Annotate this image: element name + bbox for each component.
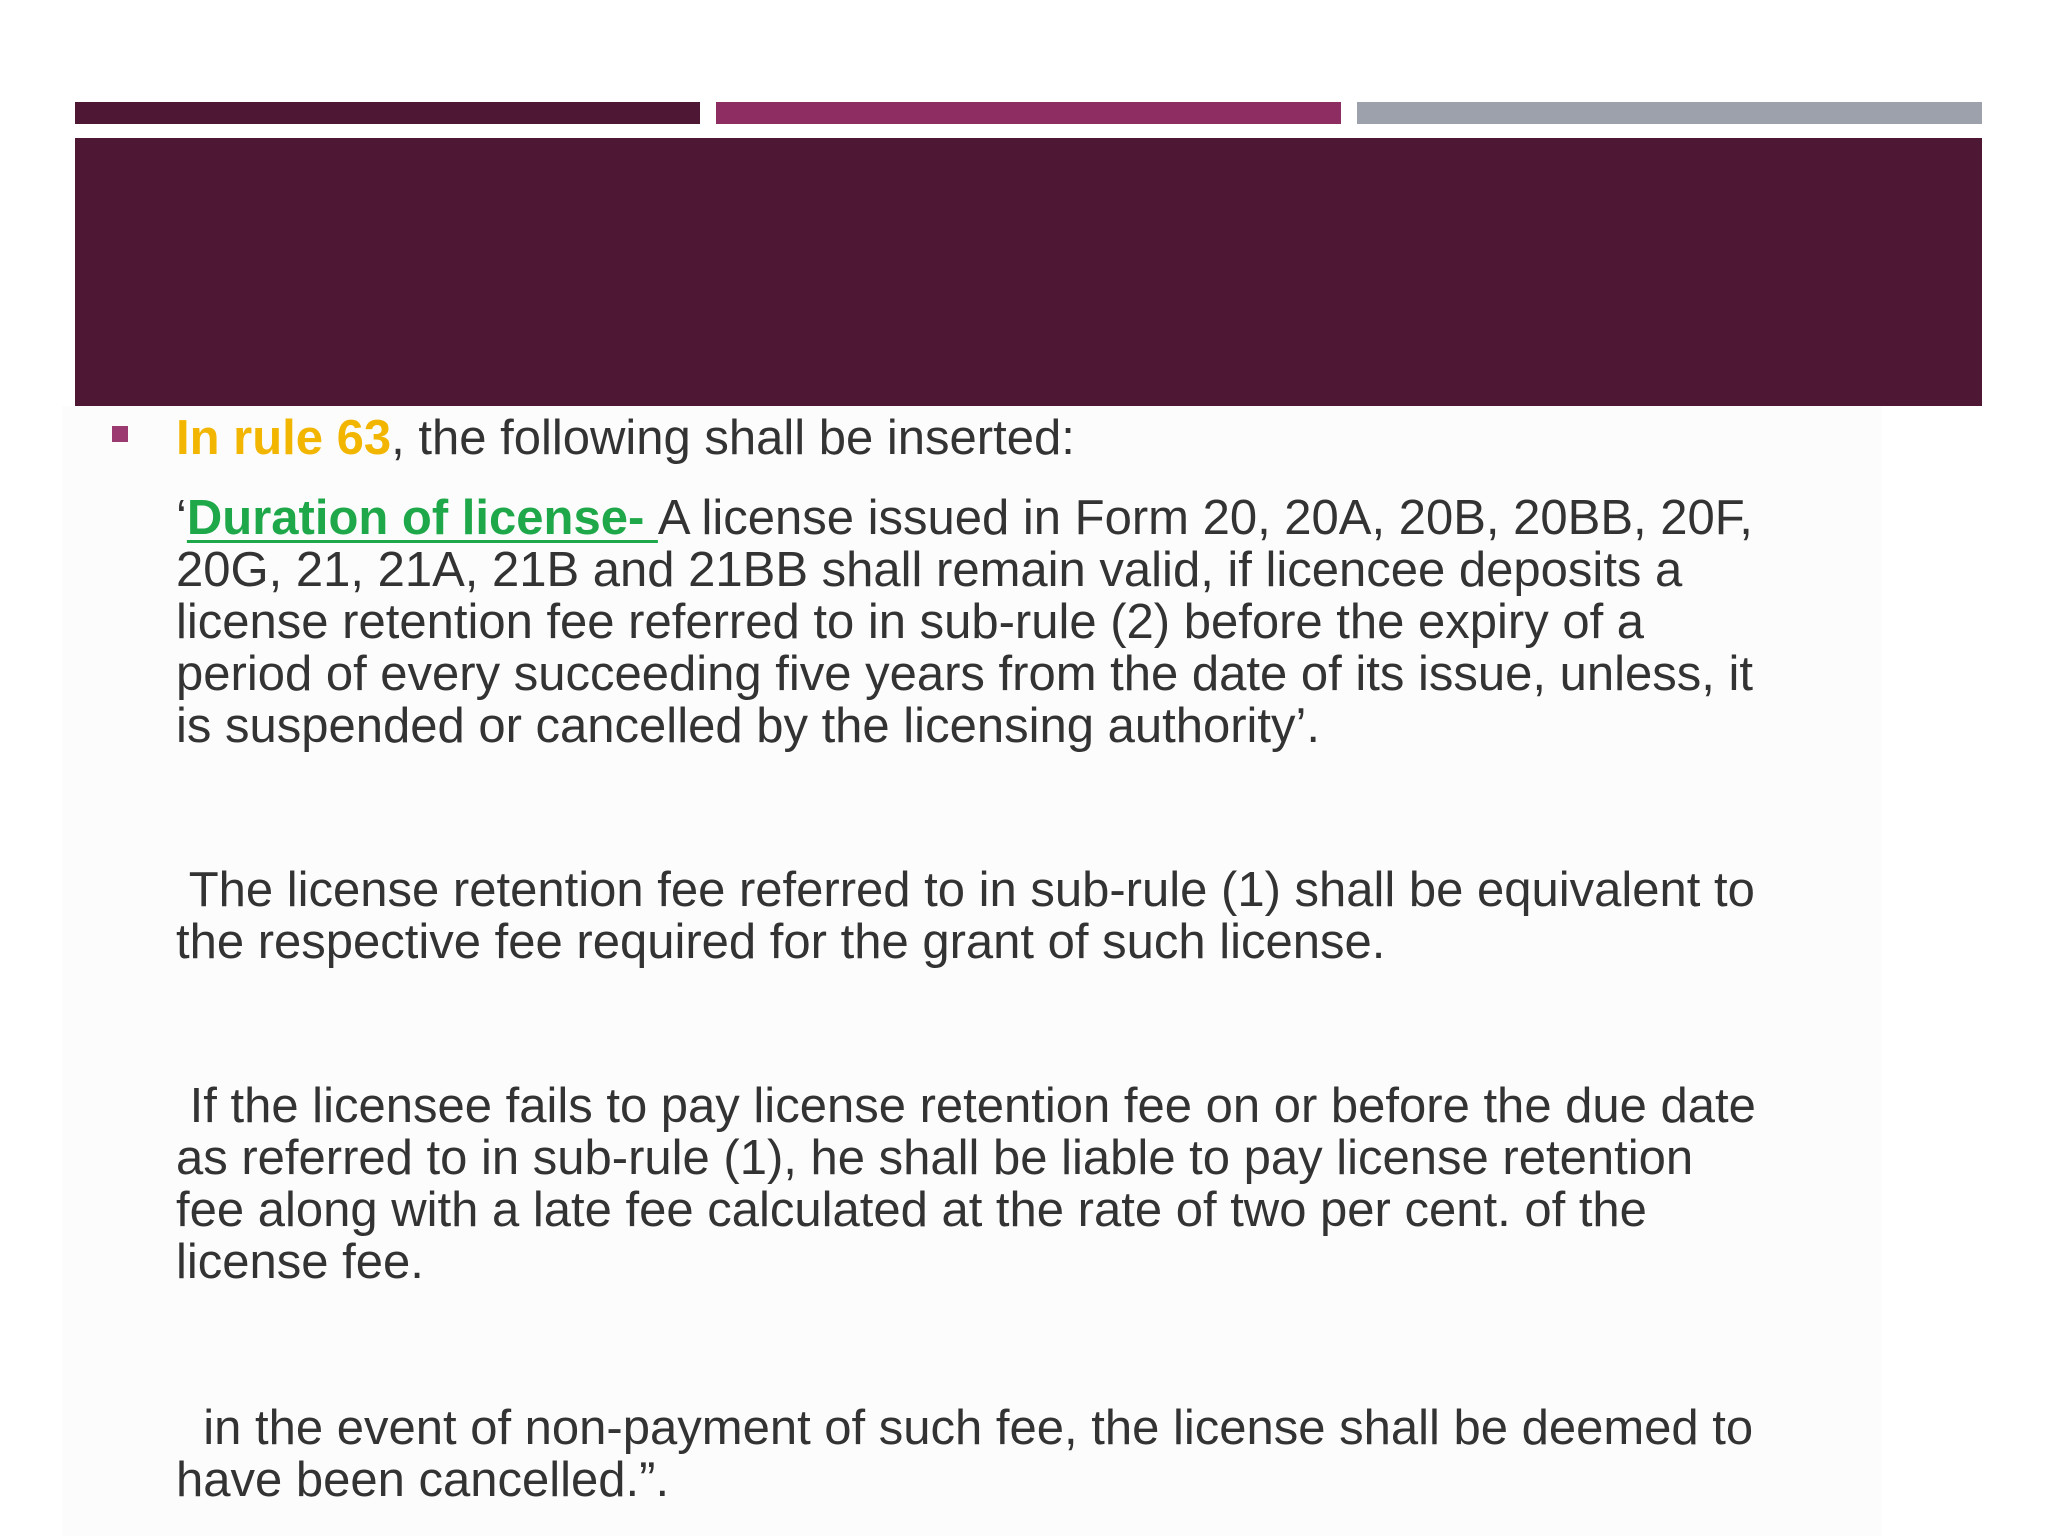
duration-line-4: period of every succeeding five years from the date of its issue, unless, it: [176, 647, 1753, 701]
retention-fee-line-1: The license retention fee referred to in sub-rule (1) shall be equivalent to: [176, 863, 1755, 917]
rule-reference: In rule 63: [176, 411, 392, 465]
cancellation-line-2: have been cancelled.”.: [176, 1453, 670, 1507]
late-fee-line-4: license fee.: [176, 1235, 424, 1289]
duration-line-1-text: A license issued in Form 20, 20A, 20B, 20BB, 20F,: [657, 491, 1753, 545]
duration-line-3: license retention fee referred to in sub-rule (2) before the expiry of a: [176, 595, 1645, 649]
duration-line-2: 20G, 21, 21A, 21B and 21BB shall remain valid, if licencee deposits a: [176, 543, 1683, 597]
cancellation-line-1: in the event of non-payment of such fee, the license shall be deemed to: [176, 1401, 1754, 1455]
late-fee-paragraph: [176, 1080, 1936, 1288]
duration-line-1: [176, 492, 1936, 544]
retention-fee-paragraph: [176, 864, 1936, 968]
duration-line-5: is suspended or cancelled by the licensing authority’.: [176, 699, 1321, 753]
cancellation-paragraph: [176, 1402, 1936, 1506]
late-fee-line-1: If the licensee fails to pay license retention fee on or before the due date: [176, 1079, 1756, 1133]
duration-paragraph: [176, 492, 1936, 752]
intro-text: , the following shall be inserted:: [391, 411, 1075, 465]
retention-fee-line-2: the respective fee required for the grant of such license.: [176, 915, 1386, 969]
late-fee-line-2: as referred to in sub-rule (1), he shall be liable to pay license retention: [176, 1131, 1694, 1185]
open-quote: ‘: [176, 491, 187, 545]
bullet-square-icon: [112, 426, 128, 442]
late-fee-line-3: fee along with a late fee calculated at the rate of two per cent. of the: [176, 1183, 1647, 1237]
intro-line: [176, 408, 1936, 468]
accent-bar-dark: [75, 102, 700, 124]
slide-title-band: [75, 138, 1982, 406]
accent-bar-magenta: [716, 102, 1341, 124]
duration-label: Duration of license-: [186, 491, 658, 545]
accent-bar-gray: [1357, 102, 1982, 124]
